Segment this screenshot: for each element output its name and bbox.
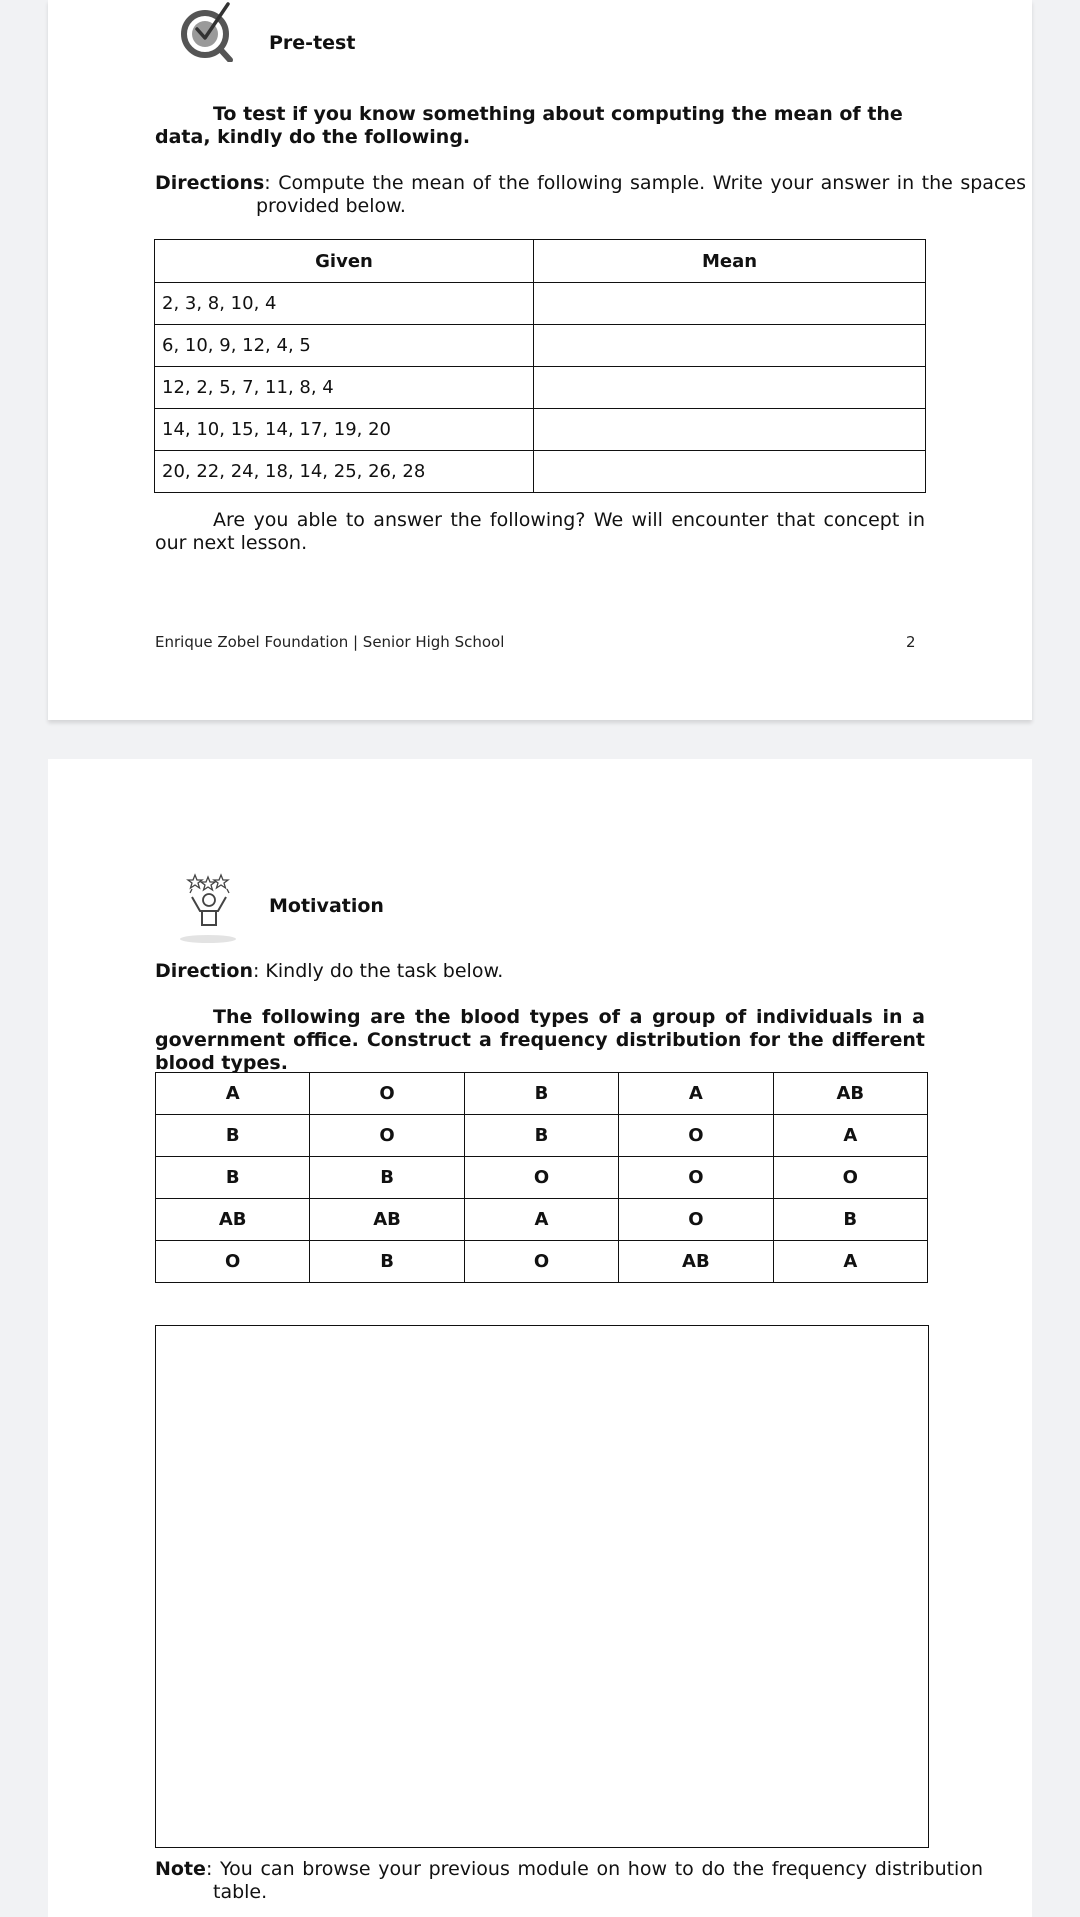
blood-type-cell: B <box>464 1073 618 1115</box>
blood-type-cell: B <box>156 1157 310 1199</box>
blood-type-cell: AB <box>619 1241 773 1283</box>
blood-type-cell: A <box>464 1199 618 1241</box>
motivation-title: Motivation <box>269 895 384 917</box>
table-header-row <box>155 240 926 283</box>
blood-type-cell: O <box>619 1157 773 1199</box>
direction-text: : Kindly do the task below. <box>252 960 504 982</box>
document-page-1 <box>48 0 1032 720</box>
table-row <box>156 1115 928 1157</box>
footer-school: Enrique Zobel Foundation | Senior High School <box>155 633 505 651</box>
blood-type-cell: AB <box>156 1199 310 1241</box>
document-page-2 <box>48 759 1032 1917</box>
blood-type-cell: O <box>773 1157 927 1199</box>
table-row <box>156 1073 928 1115</box>
blood-type-cell: AB <box>773 1073 927 1115</box>
table-row <box>155 409 926 451</box>
table-row <box>155 367 926 409</box>
table-row <box>155 325 926 367</box>
pretest-directions <box>155 172 1026 218</box>
direction-label: Direction <box>155 960 253 982</box>
blood-type-cell: O <box>619 1199 773 1241</box>
header-mean: Mean <box>534 240 926 283</box>
blood-type-cell: A <box>156 1073 310 1115</box>
given-cell: 6, 10, 9, 12, 4, 5 <box>155 325 534 367</box>
table-row <box>156 1157 928 1199</box>
table-row <box>156 1199 928 1241</box>
pretest-title: Pre-test <box>269 32 356 54</box>
blood-type-table <box>155 1072 928 1283</box>
note <box>155 1858 983 1904</box>
note-text: : You can browse your previous module on how to do the frequency distribution table. <box>205 1858 983 1903</box>
motivation-task: The following are the blood types of a group of individuals in a government office. Construct a frequency distribution for the different blood types. <box>155 1006 925 1074</box>
given-cell: 12, 2, 5, 7, 11, 8, 4 <box>155 367 534 409</box>
footer-page-number: 2 <box>906 633 916 651</box>
directions-text: : Compute the mean of the following sample. Write your answer in the spaces provided below. <box>256 172 1026 217</box>
blood-type-cell: A <box>619 1073 773 1115</box>
blood-type-cell: AB <box>310 1199 464 1241</box>
check-magnifier-icon <box>180 2 238 62</box>
frequency-distribution-answer-box[interactable] <box>155 1325 929 1848</box>
celebrating-person-stars-icon <box>178 873 248 945</box>
blood-type-cell: O <box>464 1241 618 1283</box>
blood-type-cell: B <box>773 1199 927 1241</box>
closing-question: Are you able to answer the following? We will encounter that concept in our next lesson. <box>155 509 925 554</box>
blood-type-cell: B <box>310 1241 464 1283</box>
note-label: Note <box>155 1858 206 1880</box>
given-cell: 14, 10, 15, 14, 17, 19, 20 <box>155 409 534 451</box>
mean-answer-cell[interactable] <box>534 451 926 493</box>
given-cell: 20, 22, 24, 18, 14, 25, 26, 28 <box>155 451 534 493</box>
pretest-intro: To test if you know something about computing the mean of the data, kindly do the following. <box>155 103 903 148</box>
directions-label: Directions <box>155 172 265 194</box>
mean-answer-cell[interactable] <box>534 283 926 325</box>
blood-type-cell: B <box>464 1115 618 1157</box>
blood-type-cell: O <box>310 1073 464 1115</box>
blood-type-cell: O <box>310 1115 464 1157</box>
mean-answer-cell[interactable] <box>534 367 926 409</box>
table-row <box>156 1241 928 1283</box>
table-row <box>155 283 926 325</box>
blood-type-cell: A <box>773 1241 927 1283</box>
header-given: Given <box>155 240 534 283</box>
blood-type-cell: B <box>156 1115 310 1157</box>
mean-answer-cell[interactable] <box>534 325 926 367</box>
blood-type-cell: O <box>156 1241 310 1283</box>
given-cell: 2, 3, 8, 10, 4 <box>155 283 534 325</box>
blood-type-cell: B <box>310 1157 464 1199</box>
mean-answer-cell[interactable] <box>534 409 926 451</box>
motivation-direction <box>155 960 925 983</box>
blood-type-cell: O <box>464 1157 618 1199</box>
table-row <box>155 451 926 493</box>
blood-type-cell: O <box>619 1115 773 1157</box>
mean-table <box>154 239 926 493</box>
blood-type-cell: A <box>773 1115 927 1157</box>
